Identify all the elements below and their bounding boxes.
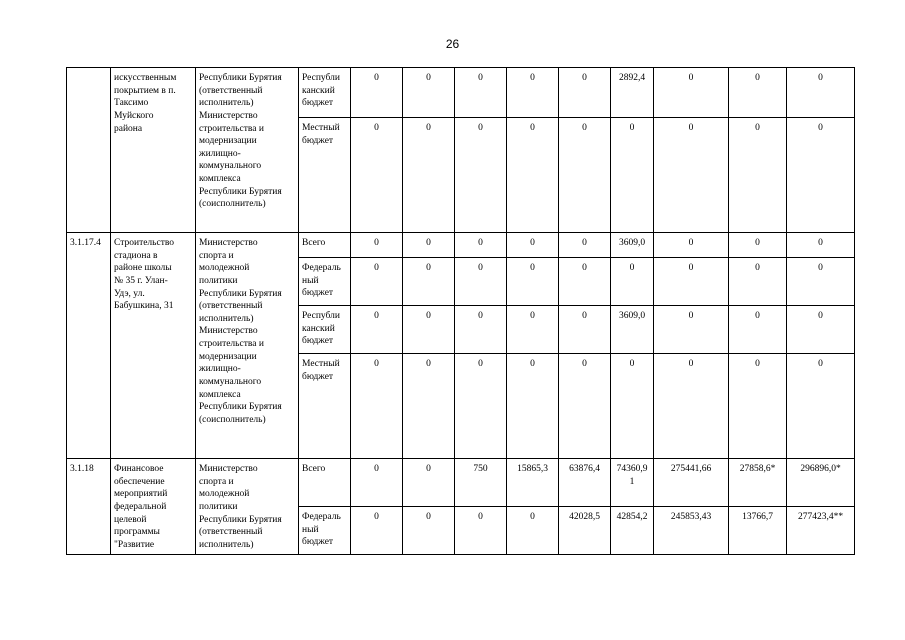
value-cell xyxy=(351,459,403,507)
value-cell-text: 277423,4** xyxy=(797,512,844,522)
value-cell-text: 0 xyxy=(478,311,483,321)
value-cell xyxy=(403,459,455,507)
value-cell-text: 0 xyxy=(530,359,535,369)
value-cell-text: 0 xyxy=(374,359,379,369)
funding-source-cell-text: Всего xyxy=(302,238,326,248)
funding-source-cell-text: Местный бюджет xyxy=(302,359,340,382)
value-cell xyxy=(351,258,403,306)
value-cell-text: 0 xyxy=(374,311,379,321)
value-cell xyxy=(403,354,455,459)
value-cell xyxy=(611,118,654,233)
value-cell-text: 0 xyxy=(478,123,483,133)
value-cell-text: 0 xyxy=(374,238,379,248)
value-cell-text: 0 xyxy=(582,73,587,83)
value-cell xyxy=(455,354,507,459)
row-name-cell xyxy=(111,68,196,233)
value-cell-text: 0 xyxy=(530,512,535,522)
value-cell-text: 0 xyxy=(478,238,483,248)
value-cell xyxy=(654,306,729,354)
funding-source-cell xyxy=(299,258,351,306)
row-executor-cell-text: Республики Бурятия (ответственный исполнитель) Министерство строительства и модернизации жилищно- коммунального комплекса Республики Бурятия (соисполнитель) xyxy=(199,73,282,210)
table-row xyxy=(67,233,855,258)
value-cell-text: 0 xyxy=(530,238,535,248)
funding-source-cell-text: Местный бюджет xyxy=(302,123,340,146)
row-code-cell-text: 3.1.18 xyxy=(70,464,94,474)
value-cell xyxy=(455,68,507,118)
value-cell xyxy=(559,118,611,233)
value-cell-text: 0 xyxy=(374,464,379,474)
value-cell xyxy=(654,459,729,507)
value-cell-text: 0 xyxy=(374,512,379,522)
funding-source-cell-text: Республи канский бюджет xyxy=(302,311,340,347)
value-cell xyxy=(507,459,559,507)
value-cell-text: 0 xyxy=(374,73,379,83)
row-executor-cell-text: Министерство спорта и молодежной политики Республики Бурятия (ответственный исполнитель) Министерство строительства и модернизации жилищно- коммунального комплекса Республики Бурятия (соисполнитель) xyxy=(199,238,282,425)
row-executor-cell xyxy=(196,68,299,233)
funding-source-cell xyxy=(299,233,351,258)
value-cell-text: 27858,6* xyxy=(739,464,776,474)
value-cell-text: 0 xyxy=(530,311,535,321)
value-cell xyxy=(455,507,507,555)
value-cell xyxy=(559,68,611,118)
value-cell xyxy=(729,507,787,555)
value-cell-text: 0 xyxy=(818,73,823,83)
value-cell-text: 0 xyxy=(582,123,587,133)
page-number: 26 xyxy=(445,37,460,51)
value-cell xyxy=(455,233,507,258)
value-cell-text: 0 xyxy=(582,359,587,369)
row-name-cell xyxy=(111,459,196,555)
value-cell xyxy=(787,507,855,555)
value-cell xyxy=(559,459,611,507)
value-cell-text: 0 xyxy=(755,123,760,133)
value-cell-text: 0 xyxy=(478,512,483,522)
value-cell xyxy=(507,118,559,233)
value-cell xyxy=(611,258,654,306)
value-cell-text: 0 xyxy=(478,73,483,83)
value-cell-text: 63876,4 xyxy=(569,464,600,474)
value-cell xyxy=(403,258,455,306)
value-cell-text: 0 xyxy=(426,123,431,133)
funding-source-cell xyxy=(299,118,351,233)
value-cell xyxy=(403,306,455,354)
value-cell-text: 0 xyxy=(688,238,694,248)
value-cell xyxy=(787,118,855,233)
value-cell xyxy=(507,68,559,118)
value-cell-text: 0 xyxy=(755,359,760,369)
funding-source-cell xyxy=(299,507,351,555)
row-name-cell-text: Финансовое обеспечение мероприятий федеральной целевой программы "Развитие xyxy=(114,464,168,550)
value-cell-text: 0 xyxy=(530,73,535,83)
value-cell xyxy=(403,68,455,118)
value-cell xyxy=(729,354,787,459)
value-cell xyxy=(351,68,403,118)
row-executor-cell xyxy=(196,459,299,555)
value-cell xyxy=(787,68,855,118)
value-cell-text: 0 xyxy=(426,73,431,83)
value-cell xyxy=(507,507,559,555)
value-cell xyxy=(654,507,729,555)
row-name-cell xyxy=(111,233,196,459)
row-code-cell xyxy=(67,233,111,459)
value-cell-text: 0 xyxy=(426,512,431,522)
value-cell-text: 0 xyxy=(755,73,760,83)
funding-source-cell-text: Федераль ный бюджет xyxy=(302,512,341,548)
table-row xyxy=(67,68,855,118)
value-cell-text: 0 xyxy=(818,359,823,369)
value-cell xyxy=(729,306,787,354)
value-cell xyxy=(787,354,855,459)
value-cell xyxy=(654,118,729,233)
value-cell-text: 74360,9 1 xyxy=(616,464,648,487)
value-cell xyxy=(507,258,559,306)
value-cell xyxy=(351,118,403,233)
value-cell xyxy=(559,233,611,258)
value-cell xyxy=(507,306,559,354)
value-cell xyxy=(455,459,507,507)
value-cell-text: 0 xyxy=(818,263,823,273)
value-cell xyxy=(654,233,729,258)
value-cell-text: 0 xyxy=(374,263,379,273)
value-cell xyxy=(611,507,654,555)
value-cell xyxy=(654,258,729,306)
row-executor-cell-text: Министерство спорта и молодежной политики Республики Бурятия (ответственный исполнитель) xyxy=(199,464,282,550)
value-cell-text: 0 xyxy=(374,123,379,133)
value-cell xyxy=(611,459,654,507)
value-cell-text: 42028,5 xyxy=(569,512,600,522)
value-cell-text: 0 xyxy=(478,263,483,273)
value-cell xyxy=(559,507,611,555)
value-cell-text: 0 xyxy=(530,263,535,273)
value-cell-text: 0 xyxy=(530,123,535,133)
value-cell-text: 13766,7 xyxy=(742,512,773,522)
funding-source-cell xyxy=(299,459,351,507)
value-cell xyxy=(559,258,611,306)
value-cell-text: 42854,2 xyxy=(616,512,648,522)
row-name-cell-text: Строительство стадиона в районе школы № 35 г. Улан- Удэ, ул. Бабушкина, 31 xyxy=(114,238,175,312)
value-cell xyxy=(654,354,729,459)
value-cell xyxy=(787,306,855,354)
funding-source-cell xyxy=(299,68,351,118)
funding-source-cell-text: Федераль ный бюджет xyxy=(302,263,341,299)
value-cell-text: 0 xyxy=(629,123,635,133)
value-cell xyxy=(611,233,654,258)
value-cell-text: 0 xyxy=(688,123,694,133)
value-cell-text: 0 xyxy=(755,238,760,248)
row-code-cell xyxy=(67,68,111,233)
value-cell-text: 3609,0 xyxy=(618,238,646,248)
table-row xyxy=(67,459,855,507)
value-cell xyxy=(787,258,855,306)
value-cell-text: 0 xyxy=(426,359,431,369)
value-cell-text: 0 xyxy=(426,263,431,273)
value-cell xyxy=(403,507,455,555)
value-cell-text: 0 xyxy=(818,311,823,321)
value-cell-text: 0 xyxy=(582,238,587,248)
value-cell-text: 3609,0 xyxy=(618,311,646,321)
value-cell-text: 15865,3 xyxy=(517,464,548,474)
value-cell xyxy=(507,354,559,459)
value-cell-text: 0 xyxy=(582,263,587,273)
value-cell xyxy=(351,233,403,258)
value-cell-text: 0 xyxy=(755,263,760,273)
value-cell xyxy=(559,354,611,459)
value-cell xyxy=(611,306,654,354)
row-code-cell xyxy=(67,459,111,555)
value-cell xyxy=(787,233,855,258)
row-name-cell-text: искусственным покрытием в п. Таксимо Муйского района xyxy=(114,73,177,134)
row-code-cell-text: 3.1.17.4 xyxy=(70,238,101,248)
value-cell-text: 0 xyxy=(478,359,483,369)
budget-table xyxy=(66,67,855,555)
value-cell xyxy=(351,306,403,354)
value-cell xyxy=(611,68,654,118)
funding-source-cell xyxy=(299,306,351,354)
value-cell xyxy=(729,233,787,258)
value-cell xyxy=(729,68,787,118)
value-cell-text: 0 xyxy=(688,73,694,83)
value-cell xyxy=(455,258,507,306)
value-cell-text: 0 xyxy=(582,311,587,321)
value-cell xyxy=(729,118,787,233)
row-executor-cell xyxy=(196,233,299,459)
funding-source-cell-text: Республи канский бюджет xyxy=(302,73,340,109)
value-cell-text: 0 xyxy=(426,464,431,474)
value-cell-text: 0 xyxy=(688,359,694,369)
value-cell-text: 2892,4 xyxy=(618,73,646,83)
table-body xyxy=(67,68,855,555)
value-cell-text: 0 xyxy=(755,311,760,321)
value-cell xyxy=(611,354,654,459)
value-cell-text: 0 xyxy=(629,263,635,273)
value-cell xyxy=(351,507,403,555)
value-cell xyxy=(455,306,507,354)
value-cell-text: 0 xyxy=(426,238,431,248)
value-cell xyxy=(559,306,611,354)
funding-source-cell xyxy=(299,354,351,459)
value-cell xyxy=(654,68,729,118)
value-cell xyxy=(403,233,455,258)
value-cell xyxy=(455,118,507,233)
value-cell-text: 0 xyxy=(688,263,694,273)
value-cell xyxy=(729,459,787,507)
value-cell-text: 0 xyxy=(688,311,694,321)
value-cell xyxy=(729,258,787,306)
value-cell-text: 0 xyxy=(629,359,635,369)
value-cell-text: 0 xyxy=(818,123,823,133)
value-cell-text: 275441,66 xyxy=(670,464,712,474)
value-cell-text: 750 xyxy=(473,464,488,474)
value-cell xyxy=(403,118,455,233)
value-cell xyxy=(351,354,403,459)
value-cell-text: 0 xyxy=(818,238,823,248)
value-cell-text: 296896,0* xyxy=(800,464,841,474)
value-cell-text: 0 xyxy=(426,311,431,321)
value-cell xyxy=(787,459,855,507)
funding-source-cell-text: Всего xyxy=(302,464,326,474)
value-cell xyxy=(507,233,559,258)
value-cell-text: 245853,43 xyxy=(670,512,712,522)
